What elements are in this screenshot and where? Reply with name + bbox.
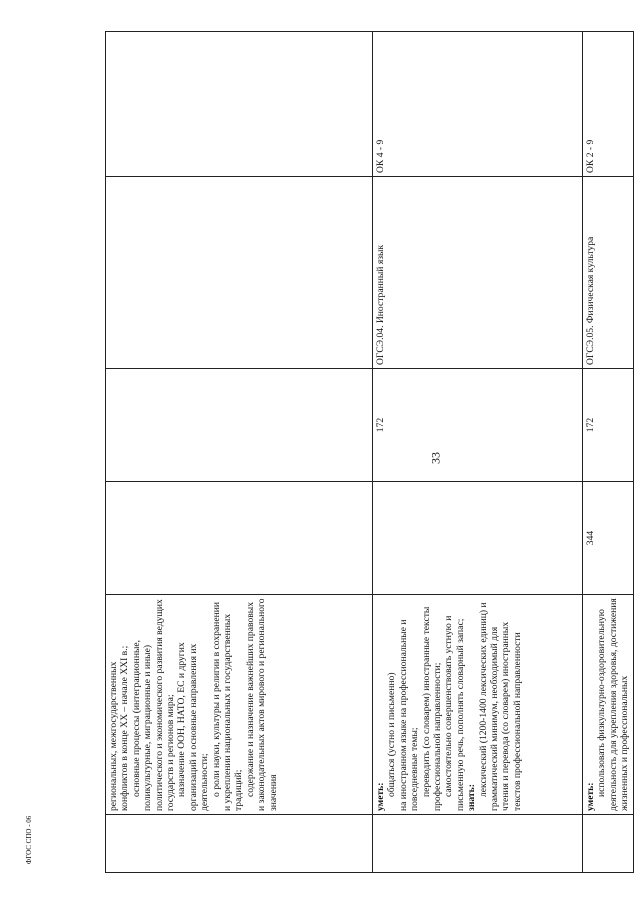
content-line: общаться (устно и письменно) — [386, 672, 398, 797]
max-hours-cell: 344 — [583, 482, 634, 595]
section-heading: знать: — [466, 784, 478, 811]
max-hours-cell — [106, 482, 373, 595]
discipline-cell: ОГСЭ.04. Иностранный язык — [373, 177, 583, 369]
content-line: использовать физкультурно-оздоровительную деятельность для укрепления здоровья, достижения жизненных и профессиональных — [596, 598, 631, 811]
table-row — [583, 32, 634, 873]
content-line: содержание и назначение важнейших правовых и законодательных актов мирового и регионального значения — [244, 598, 279, 811]
competency-table — [105, 31, 634, 873]
content-cell — [106, 595, 373, 815]
content-cell — [373, 595, 583, 815]
max-hours-cell — [373, 482, 583, 595]
content-line: переводить (со словарем) иностранные тексты профессиональной направленности; — [420, 606, 444, 811]
required-hours-cell: 172 — [583, 369, 634, 482]
index-cell — [583, 815, 634, 873]
page-number: 33 — [428, 452, 443, 464]
discipline-cell — [106, 177, 373, 369]
content-line: региональных, межгосударственных — [108, 661, 119, 811]
competencies-cell: ОК 2 - 9 — [583, 32, 634, 177]
content-line: самостоятельно совершенствовать устную и письменную речь, пополнять словарный запас; — [443, 615, 466, 811]
content-line: назначение ООН, НАТО, ЕС и других организаций и основные направления их деятельности; — [176, 642, 211, 811]
discipline-cell: ОГСЭ.05. Физическая культура — [583, 177, 634, 369]
rotated-table-frame — [105, 32, 631, 873]
section-heading: уметь: — [585, 782, 596, 811]
index-cell — [373, 815, 583, 873]
content-line: о роли науки, культуры и религии в сохранении и укреплении национальных и государственных традиций; — [210, 602, 245, 811]
table-row — [373, 32, 583, 873]
content-line: конфликтов в конце XX – начале XXI в.; — [119, 645, 131, 811]
competencies-cell: ОК 4 - 9 — [373, 32, 583, 177]
content-line: лексический (1200-1400 лексических единиц) и грамматический минимум, необходимый для чтения и перевода (со словарем) иностранных текстов профессиональной направленности — [477, 602, 523, 811]
content-line: на иностранном языке на профессиональные и повседневные темы; — [397, 619, 421, 811]
index-cell — [106, 815, 373, 873]
required-hours-cell — [106, 369, 373, 482]
table-row — [106, 32, 373, 873]
required-hours-cell: 172 — [373, 369, 583, 482]
content-cell — [583, 595, 634, 815]
section-heading: уметь: — [375, 782, 386, 811]
footer-code: ФГОС СПО - 06 — [25, 815, 33, 865]
competencies-cell — [106, 32, 373, 177]
content-line: основные процессы (интеграционные, поликультурные, миграционные и иные) политического и экономического развития ведущих государств и регионов мира; — [130, 599, 177, 811]
rotated-table-area — [105, 32, 631, 873]
